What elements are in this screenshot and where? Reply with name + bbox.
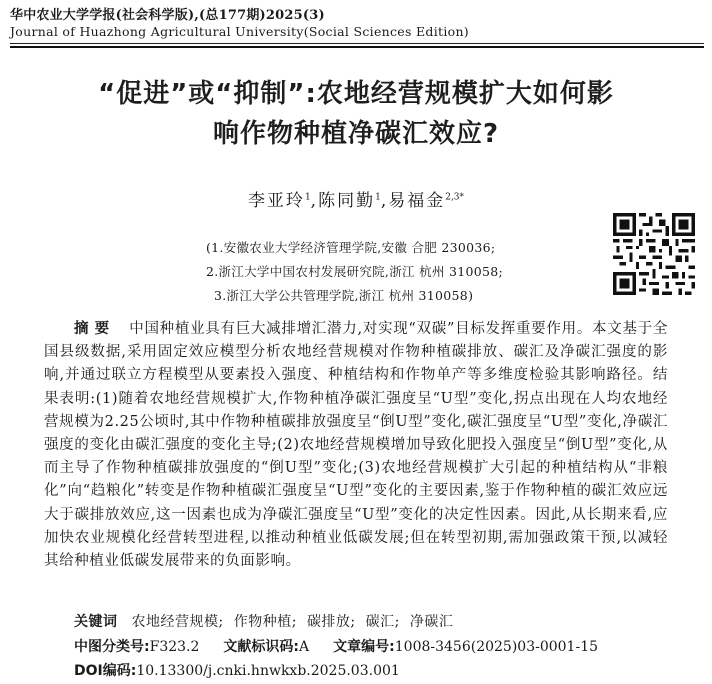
affiliation-1: (1.安徽农业大学经济管理学院,安徽 合肥 230036;: [206, 240, 496, 255]
author-separator: ,: [310, 191, 319, 211]
keyword: 农地经营规模;: [131, 614, 224, 630]
author-name: 陈同勤: [318, 191, 376, 211]
keywords-label: 关键词: [74, 614, 118, 630]
author-name: 易福金: [388, 191, 446, 211]
author-affiliation-mark: 1: [304, 192, 311, 203]
keyword: 碳汇;: [365, 614, 400, 630]
affiliation-2: 2.浙江大学中国农村发展研究院,浙江 杭州 310058;: [206, 264, 503, 279]
author-affiliation-mark: 2,3*: [445, 192, 465, 203]
header-rule-thick: [10, 46, 704, 48]
header-rule-thin: [10, 43, 704, 44]
abstract-text: 中国种植业具有巨大减排增汇潜力,对实现“双碳”目标发挥重要作用。本文基于全国县级数据,采用固定效应模型分析农地经营规模对作物种植碳排放、碳汇及净碳汇强度的影响,并通过联立方程模型从要素投入强度、种植结构和作物单产等多维度检验其影响路径。结果表明:(1)随着农地经营规模扩大,作物种植净碳汇强度呈“U型”变化,拐点出现在人均农地经营规模为2.25公顷时,其中作物种植碳排放强度呈“倒U型”变化,碳汇强度呈“U型”变化,净碳汇强度的变化由碳汇强度的变化主导;(2)农地经营规模增加导致化肥投入强度呈“倒U型”变化,从而主导了作物种植碳排放强度的“倒U型”变化;(3)农地经营规模扩大引起的种植结构从“非粮化”向“趋粮化”转变是作物种植碳汇强度呈“U型”变化的主要因素,鉴于作物种植的碳汇效应远大于碳排放效应,这一因素也成为净碳汇强度呈“U型”变化的决定性因素。因此,从长期来看,应加快农业规模化经营转型进程,以推动种植业低碳发展;但在转型初期,需加强政策干预,以减轻其给种植业低碳发展带来的负面影响。: [44, 321, 668, 570]
paper-title-line-1: “促进”或“抑制”:农地经营规模扩大如何影: [98, 79, 614, 109]
author-separator: ,: [380, 191, 389, 211]
author-name: 李亚玲: [247, 191, 305, 211]
article-number-value: 1008-3456(2025)03-0001-15: [394, 639, 599, 655]
affiliation-3: 3.浙江大学公共管理学院,浙江 杭州 310058): [214, 288, 474, 303]
keyword: 作物种植;: [233, 614, 297, 630]
doc-code-value: A: [299, 639, 310, 655]
doi-line: [74, 660, 400, 680]
author-list: [0, 186, 712, 211]
abstract-block: [44, 318, 668, 573]
journal-cn-header: 华中农业大学学报(社会科学版),(总177期)2025(3): [10, 8, 325, 23]
journal-en-header: Journal of Huazhong Agricultural University(Social Sciences Edition): [10, 24, 469, 39]
doi-value[interactable]: 10.13300/j.cnki.hnwkxb.2025.03.001: [136, 663, 400, 679]
classification-line: [74, 636, 598, 656]
paper-title-line-2: 响作物种植净碳汇效应?: [212, 119, 500, 149]
qr-code-icon: [613, 213, 695, 295]
doc-code-label: 文献标识码:: [223, 639, 300, 655]
article-number-label: 文章编号:: [333, 639, 395, 655]
clc-label: 中图分类号:: [74, 639, 150, 655]
author-affiliation-mark: 1: [375, 192, 381, 203]
abstract-label: 摘要: [74, 321, 116, 337]
keywords-line: [74, 611, 463, 631]
keyword: 净碳汇: [409, 614, 454, 630]
clc-value: F323.2: [149, 639, 200, 655]
doi-label: DOI编码:: [74, 663, 137, 679]
keyword: 碳排放;: [306, 614, 356, 630]
